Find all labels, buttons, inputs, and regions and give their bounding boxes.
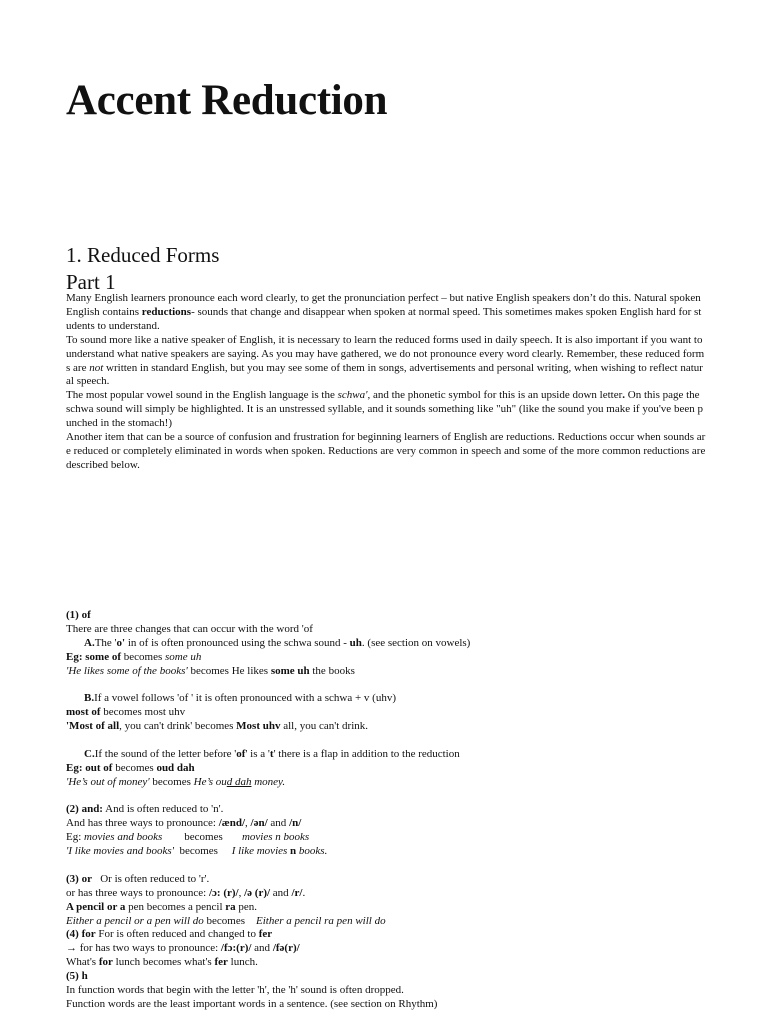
intro-paragraph-2 [66,334,706,390]
or-eg2-original: Either a pencil or a pen will do [66,914,204,927]
for-ways-and: and [251,942,273,955]
and-sentence-original: 'I like movies and books' [66,845,174,858]
intro-p3-rest: On this page the schwa sound will simply be highlighted. It is an unstressed syllable, and it sounds something like "uh" (like the sound you make if you've been punched in the stomach!) [66,389,703,430]
or-eg1-end: pen. [235,900,258,913]
of-example-2 [66,706,706,720]
of-sentence-1-original: 'He likes some of the books' [66,664,188,677]
and-pronunciations [66,817,706,831]
of-sentence-2 [66,720,706,734]
for-eg-for: for [98,956,113,969]
part-title: Part 1 [66,270,116,294]
of-sentence-1-mid: becomes He likes [187,664,271,677]
or-ipa-1: /ɔ: (r)/ [208,886,239,899]
and-heading-text: And is often reduced to 'n'. [102,803,224,816]
and-ways-and: and [267,817,290,830]
of-eg3-label: Eg: out of [66,761,113,774]
for-pronunciations [66,942,706,956]
or-ipa-3: /r/ [291,886,303,899]
and-sentence-n: n [290,845,297,858]
and-ipa-3: /n/ [289,817,302,830]
or-ways-and: and [270,886,292,899]
for-fer: fer [258,928,273,941]
h-heading-label: (5) h [66,970,88,983]
of-rule-c-text2: ' is a ' [245,747,270,760]
intro-p3-mid: , and the phonetic symbol for this is an upside down letter [367,389,623,402]
of-eg1-result: some uh [164,650,202,663]
of-rule-a-text2: in of is often pronounced using the schwa sound - [125,636,350,649]
of-eg2-result: becomes most uhv [100,706,186,719]
or-eg2-mid: becomes [203,914,257,927]
for-heading-text: For is often reduced and changed to [95,928,259,941]
or-pronunciations [66,887,706,901]
of-rule-a-label: A. [84,636,95,649]
for-ways-text: → for has two ways to pronounce: [66,942,221,955]
h-heading [66,970,706,984]
of-sentence-2-original: 'Most of all [66,720,120,733]
not-emphasis: not [89,361,104,374]
or-eg1-ra: ra [225,900,236,913]
and-ways-sep: , [245,817,251,830]
of-sentence-1-end: the books [309,664,355,677]
of-sentence-2-reduced: Most uhv [236,720,281,733]
of-example-3 [66,762,706,776]
schwa-term: schwa' [337,389,368,402]
and-ipa-2: /ən/ [250,817,268,830]
and-sentence-mid: becomes [173,845,232,858]
or-heading-label: (3) or [66,872,92,885]
of-rule-c-text3: ' there is a flap in addition to the reduction [273,747,460,760]
and-sentence [66,845,706,859]
of-rule-c-text: If the sound of the letter before ' [94,747,237,760]
and-eg-result: movies n books [241,831,310,844]
of-sentence-3-end: money. [251,775,286,788]
of-rule-c-label: C. [84,747,95,760]
intro-paragraph-1 [66,292,706,334]
of-eg1-label: Eg: some of [66,650,121,663]
of-sentence-3 [66,776,706,790]
of-sentence-3-original: 'He’s out of money' [66,775,150,788]
or-example-1 [66,901,706,915]
intro-p1-text: Many English learners pronounce each word clearly, to get the pronunciation perfect – but native English speakers don’t do this. Natural spoken English contains [66,292,701,318]
and-sentence-end: books. [296,845,328,858]
page-title: Accent Reduction [66,77,388,124]
of-sentence-3-flap: d dah [226,775,252,788]
of-rule-a-uh: uh [349,636,362,649]
of-rule-a-text3: . (see section on vowels) [361,636,471,649]
and-heading-label: (2) and: [66,803,103,816]
or-ipa-2: /ə (r)/ [244,886,271,899]
of-heading-label: (1) of [66,609,91,621]
spacer [66,678,706,692]
intro-text [66,292,706,473]
of-eg2-label: most of [66,706,101,719]
and-ipa-1: /ænd/ [218,817,246,830]
and-eg-label: Eg: [66,831,85,844]
of-eg3-result: oud dah [156,761,195,774]
of-rule-c-of: of [236,747,246,760]
or-eg2-result: Either a pencil ra pen will do [256,914,386,927]
of-rule-c [66,748,706,762]
or-eg1-original: A pencil or a [66,900,126,913]
of-sentence-2-mid: , you can't drink' becomes [119,720,237,733]
of-rule-a [66,637,706,651]
intro-p2-rest: written in standard English, but you may see some of them in songs, advertisements and personal writing, when wishing to reflect natural speech. [66,361,703,388]
of-heading [66,609,706,623]
for-heading-label: (4) for [66,928,96,941]
intro-p2-text: To sound more like a native speaker of English, it is necessary to learn the reduced forms used in daily speech. It is also important if you want to understand what native speakers are saying. As you may have gathered, we do not pronounce every word clearly. Remember, these reduced forms are [66,333,705,374]
of-rule-c-t: t [269,747,274,760]
and-sentence-reduced: I like movies [231,845,291,858]
or-ways-sep: , [238,886,245,899]
intro-paragraph-3 [66,389,706,431]
of-rule-a-text: The ' [94,636,117,649]
and-heading [66,803,706,817]
intro-p1-rest: - sounds that change and disappear when spoken at normal speed. This sometimes makes spoken English hard for students to understand. [66,305,702,332]
and-ways-text: And has three ways to pronounce: [66,817,219,830]
h-line-2: Function words are the least important words in a sentence. (see section on Rhythm) [66,997,438,1010]
spacer [66,859,706,873]
spacer [66,790,706,804]
h-line-1: In function words that begin with the letter 'h', the 'h' sound is often dropped. [66,984,404,997]
for-eg-start: What's [66,956,99,969]
for-ipa-1: /fɔ:(r)/ [220,942,252,955]
intro-paragraph-4: Another item that can be a source of confusion and frustration for beginning learners of English are reductions. Reductions occur when sounds are reduced or completely eliminated in words when spoken. Reductions are very common in speech and some of the more common reductions are described below. [66,431,706,471]
or-ways-text: or has three ways to pronounce: [66,886,209,899]
intro-p3-period: . [622,389,626,402]
intro-p3-text: The most popular vowel sound in the English language is the [66,389,338,402]
of-sentence-1-reduced: some uh [270,664,310,677]
or-example-2 [66,915,706,929]
for-eg-fer: fer [214,956,228,969]
or-heading [66,873,706,887]
of-rule-b-text: If a vowel follows 'of ' it is often pronounced with a schwa + v (uhv) [94,692,396,705]
or-heading-text: Or is often reduced to 'r'. [91,872,210,885]
and-eg-mid: becomes [162,831,242,844]
or-ways-end: . [302,886,306,899]
or-eg1-mid: pen becomes a pencil [125,900,226,913]
of-example-1 [66,651,706,665]
reductions-term: reductions [141,305,192,318]
for-example [66,956,706,970]
of-eg3-mid: becomes [112,761,157,774]
and-eg-original: movies and books [84,831,163,844]
and-example [66,831,706,845]
of-intro: There are three changes that can occur with the word 'of [66,622,313,635]
of-sentence-1 [66,665,706,679]
of-rule-b [66,692,706,706]
for-heading [66,928,706,942]
for-ipa-2: /fə(r)/ [272,942,300,955]
of-sentence-3-reduced: He’s ou [193,775,227,788]
for-eg-mid: lunch becomes what's [112,956,215,969]
of-sentence-3-mid: becomes [149,775,194,788]
reduction-notes [66,609,706,1012]
of-eg1-mid: becomes [121,650,165,663]
of-rule-a-o: o' [116,636,126,649]
of-rule-b-label: B. [84,692,95,705]
spacer [66,734,706,748]
section-title: 1. Reduced Forms [66,243,220,267]
for-eg-end: lunch. [227,956,258,969]
of-sentence-2-end: all, you can't drink. [280,720,369,733]
